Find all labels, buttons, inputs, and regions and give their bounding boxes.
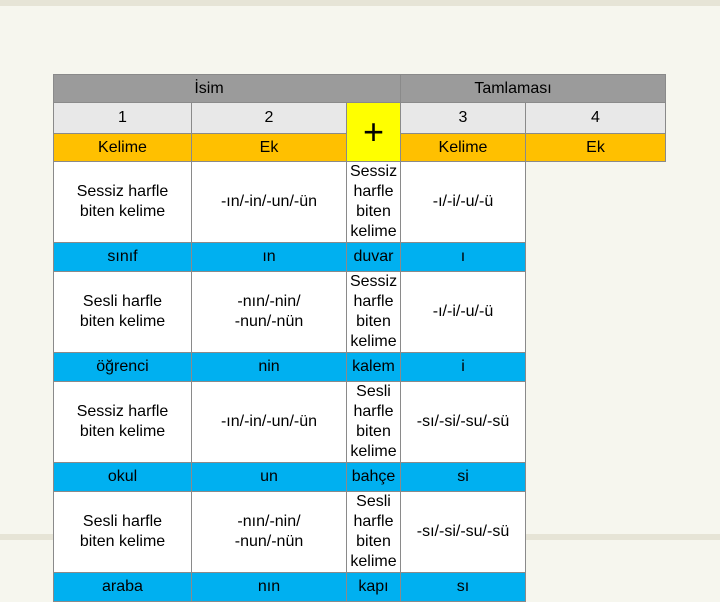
- example-row: [54, 243, 666, 272]
- col-number-1: 1: [54, 103, 192, 134]
- col-number-3: 3: [401, 103, 526, 134]
- colhead-ek-2: Ek: [526, 134, 666, 162]
- top-band: [0, 0, 720, 6]
- rule-cell: -nın/-nin/ -nun/-nün: [192, 492, 347, 573]
- rule-cell: Sesli harfle biten kelime: [54, 272, 192, 353]
- rule-cell: -nın/-nin/ -nun/-nün: [192, 272, 347, 353]
- plus-cell: +: [347, 103, 401, 162]
- rule-cell: -ın/-in/-un/-ün: [192, 162, 347, 243]
- rule-cell: Sessiz harfle biten kelime: [54, 162, 192, 243]
- example-cell: okul: [54, 463, 192, 492]
- rule-cell: Sessiz harfle biten kelime: [347, 162, 401, 243]
- col-number-2: 2: [192, 103, 347, 134]
- example-cell: sınıf: [54, 243, 192, 272]
- rule-row: [54, 272, 666, 353]
- example-cell: nın: [192, 573, 347, 602]
- example-cell: sı: [401, 573, 526, 602]
- rule-cell: Sessiz harfle biten kelime: [347, 272, 401, 353]
- rule-cell: -ı/-i/-u/-ü: [401, 162, 526, 243]
- example-cell: si: [401, 463, 526, 492]
- header-left: İsim: [54, 75, 401, 103]
- example-cell: un: [192, 463, 347, 492]
- rule-cell: -ı/-i/-u/-ü: [401, 272, 526, 353]
- example-cell: öğrenci: [54, 353, 192, 382]
- header-right: Tamlaması: [401, 75, 666, 103]
- example-cell: kapı: [347, 573, 401, 602]
- example-row: [54, 353, 666, 382]
- example-cell: araba: [54, 573, 192, 602]
- example-cell: ın: [192, 243, 347, 272]
- rule-cell: Sessiz harfle biten kelime: [54, 382, 192, 463]
- example-cell: nin: [192, 353, 347, 382]
- rule-cell: -sı/-si/-su/-sü: [401, 492, 526, 573]
- example-row: [54, 573, 666, 602]
- rule-cell: -sı/-si/-su/-sü: [401, 382, 526, 463]
- rule-cell: Sesli harfle biten kelime: [54, 492, 192, 573]
- table-body: [54, 162, 666, 602]
- rule-row: [54, 492, 666, 573]
- example-cell: i: [401, 353, 526, 382]
- rule-row: [54, 382, 666, 463]
- colhead-kelime-1: Kelime: [54, 134, 192, 162]
- example-cell: bahçe: [347, 463, 401, 492]
- rule-row: [54, 162, 666, 243]
- rule-cell: Sesli harfle biten kelime: [347, 492, 401, 573]
- col-number-4: 4: [526, 103, 666, 134]
- example-row: [54, 463, 666, 492]
- example-cell: kalem: [347, 353, 401, 382]
- rule-cell: -ın/-in/-un/-ün: [192, 382, 347, 463]
- colhead-ek-1: Ek: [192, 134, 347, 162]
- colhead-kelime-2: Kelime: [401, 134, 526, 162]
- example-cell: ı: [401, 243, 526, 272]
- noun-compound-table: [53, 74, 666, 602]
- rule-cell: Sesli harfle biten kelime: [347, 382, 401, 463]
- example-cell: duvar: [347, 243, 401, 272]
